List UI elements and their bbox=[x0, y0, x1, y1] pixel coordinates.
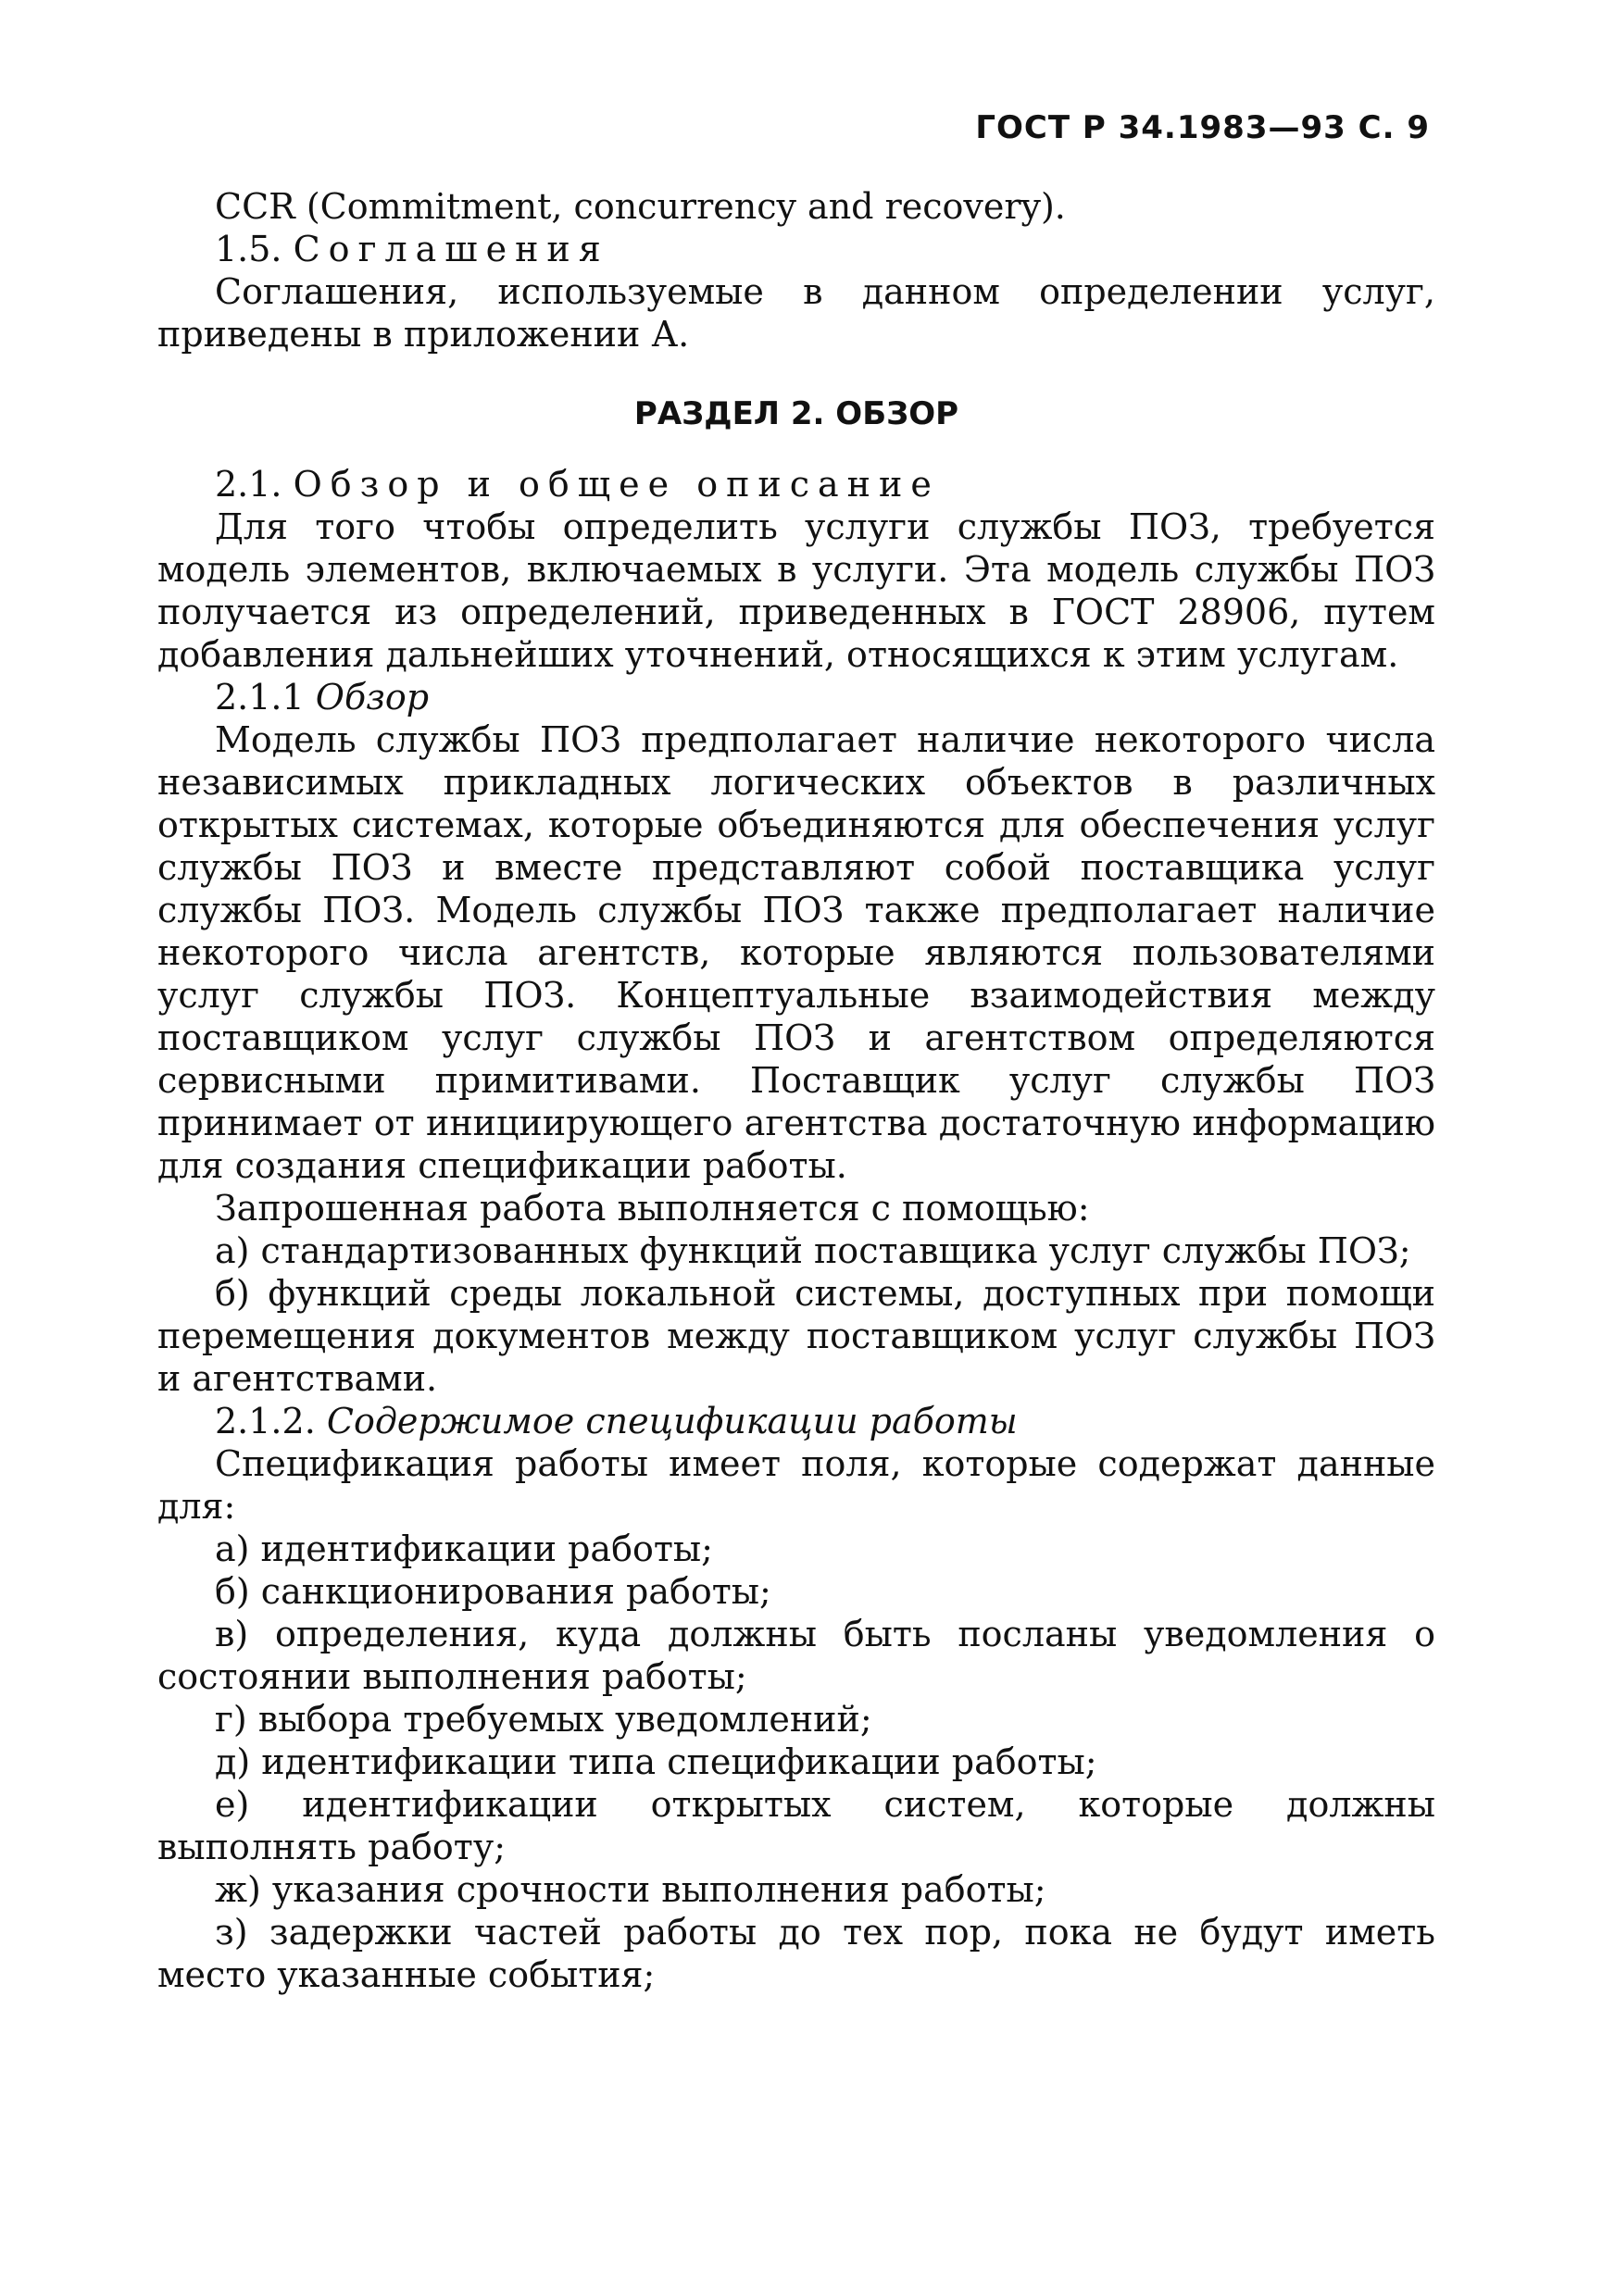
heading-1-5-title: Соглашения bbox=[293, 229, 609, 269]
paragraph-1-5: Соглашения, используемые в данном определении услуг, приведены в приложении А. bbox=[157, 271, 1435, 355]
heading-2-1 bbox=[157, 463, 1435, 505]
heading-2-1-1 bbox=[157, 676, 1435, 718]
list-item: а) идентификации работы; bbox=[215, 1529, 713, 1569]
list-item: е) идентификации открытых систем, которые должны выполнять работу; bbox=[157, 1784, 1435, 1867]
list-item: а) стандартизованных функций поставщика услуг службы ПОЗ; bbox=[215, 1230, 1411, 1271]
heading-2-1-number: 2.1. bbox=[215, 464, 282, 505]
heading-2-1-2 bbox=[157, 1400, 1435, 1442]
paragraph-2-1-2: Спецификация работы имеет поля, которые содержат данные для: bbox=[157, 1443, 1435, 1527]
heading-2-1-1-number: 2.1.1 bbox=[215, 677, 305, 718]
heading-2-1-1-title: Обзор bbox=[315, 677, 430, 718]
paragraph-2-1-1: Модель службы ПОЗ предполагает наличие некоторого числа независимых прикладных логических объектов в различных открытых системах, которые объединяются для обеспечения услуг службы ПОЗ и вместе представляют собой поставщика услуг службы ПОЗ. Модель службы ПОЗ также предполагает наличие некоторого числа агентств, которые являются пользователями услуг службы ПОЗ. Концептуальные взаимодействия между поставщиком услуг службы ПОЗ и агентством определяются сервисными примитивами. Поставщик услуг службы ПОЗ принимает от инициирующего агентства достаточную информацию для создания спецификации работы. bbox=[157, 719, 1435, 1186]
paragraph-request: Запрошенная работа выполняется с помощью: bbox=[215, 1188, 1090, 1229]
heading-1-5-number: 1.5. bbox=[215, 229, 282, 269]
heading-2-1-2-number: 2.1.2. bbox=[215, 1401, 316, 1441]
document-body bbox=[157, 185, 1435, 1996]
list-item: б) санкционирования работы; bbox=[215, 1571, 771, 1612]
ccr-definition: CCR (Commitment, concurrency and recovery). bbox=[215, 186, 1066, 227]
paragraph-2-1: Для того чтобы определить услуги службы ПОЗ, требуется модель элементов, включаемых в услуги. Эта модель службы ПОЗ получается из определений, приведенных в ГОСТ 28906, путем добавления дальнейших уточнений, относящихся к этим услугам. bbox=[157, 506, 1435, 675]
page-header: ГОСТ Р 34.1983—93 С. 9 bbox=[975, 109, 1430, 146]
heading-2-1-2-title: Содержимое спецификации работы bbox=[326, 1401, 1018, 1441]
list-item: ж) указания срочности выполнения работы; bbox=[215, 1869, 1046, 1910]
section-2-title: РАЗДЕЛ 2. ОБЗОР bbox=[633, 395, 959, 432]
list-item: д) идентификации типа спецификации работы; bbox=[215, 1741, 1097, 1782]
heading-1-5 bbox=[157, 228, 1435, 270]
list-item: б) функций среды локальной системы, доступных при помощи перемещения документов между поставщиком услуг службы ПОЗ и агентствами. bbox=[157, 1273, 1435, 1399]
list-item: в) определения, куда должны быть посланы уведомления о состоянии выполнения работы; bbox=[157, 1614, 1435, 1697]
heading-2-1-title: Обзор и общее описание bbox=[293, 464, 940, 505]
list-item: з) задержки частей работы до тех пор, пока не будут иметь место указанные события; bbox=[157, 1912, 1435, 1995]
list-item: г) выбора требуемых уведомлений; bbox=[215, 1699, 872, 1740]
